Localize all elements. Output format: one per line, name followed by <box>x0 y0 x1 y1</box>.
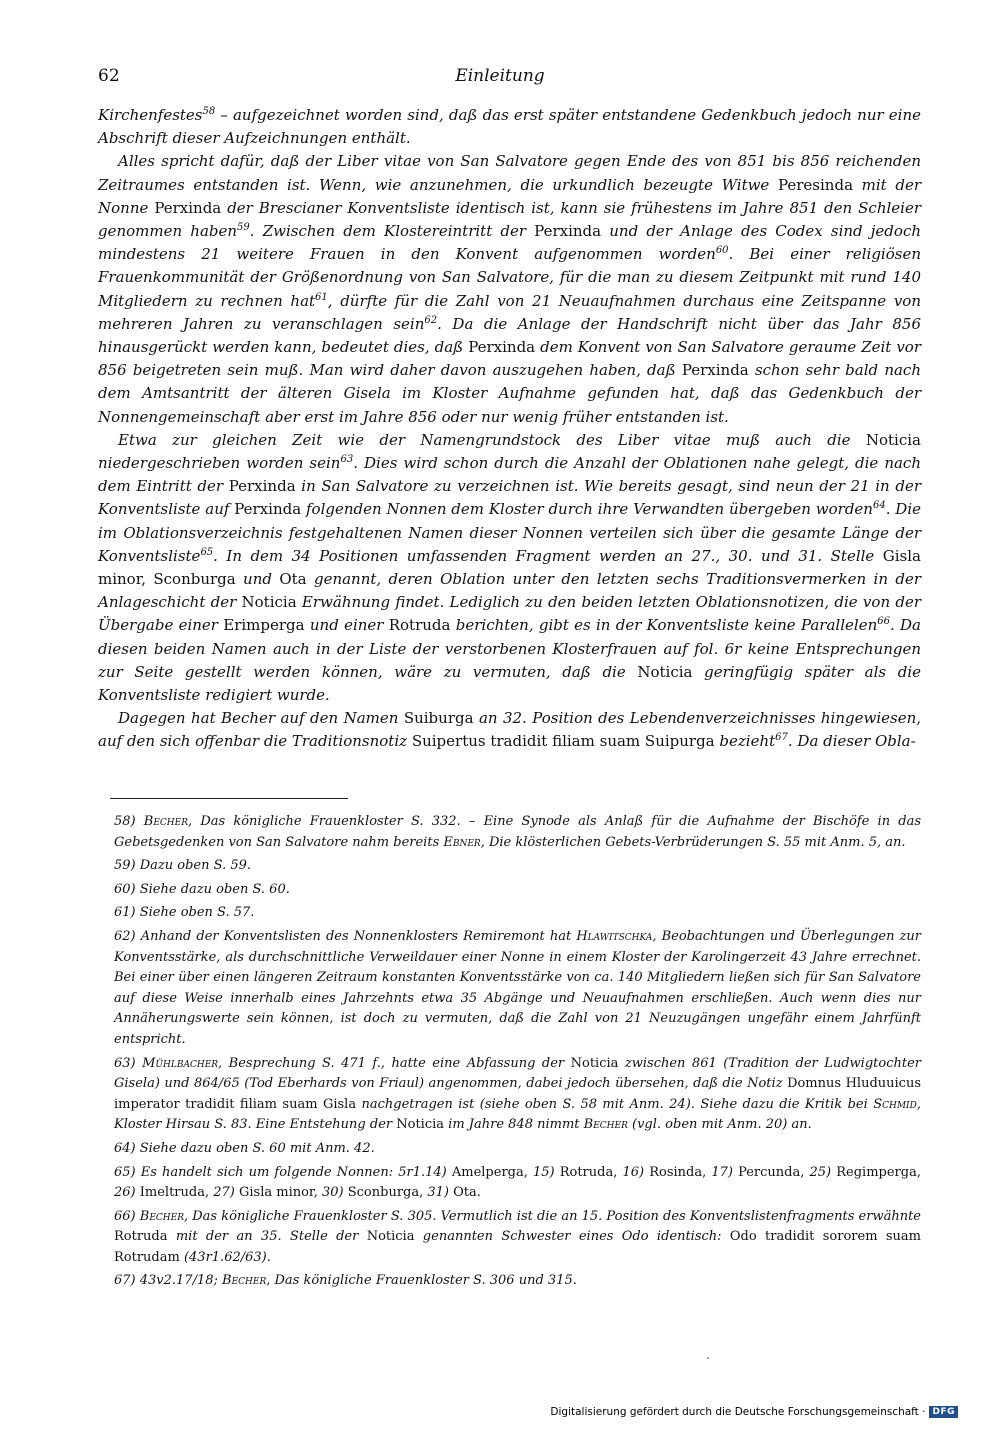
footer <box>550 1406 958 1418</box>
paragraph <box>98 707 921 753</box>
footnote-ref: 67 <box>775 732 788 744</box>
text-run: in San Salvatore zu verzeichnen ist. Wie bereits gesagt, sind neun der 21 in der Konventsliste auf <box>98 477 921 519</box>
text-run: Suiburga <box>403 709 474 728</box>
text-run: Gisla minor, Sconburga <box>98 546 921 589</box>
text-run: Perxinda <box>681 361 749 380</box>
text-run: Gisla minor, <box>238 1185 318 1201</box>
text-run: nachgetragen ist (siehe oben S. 58 mit Anm. 24). Siehe dazu die Kritik bei <box>356 1096 874 1112</box>
paragraph <box>98 104 921 150</box>
footnote <box>114 1054 921 1136</box>
text-run: Alles spricht dafür, daß der Liber vitae von San Salvatore gegen Ende des von 851 bis 856 reichenden Zeitraumes entstanden ist. Wenn, wie anzunehmen, die urkundlich bezeugte Witwe <box>98 152 921 194</box>
text-run: berichten, gibt es in der Konventsliste keine Parallelen <box>450 616 878 635</box>
paragraph <box>98 429 921 707</box>
text-run: 63) <box>114 1055 143 1071</box>
footnote-ref: 60 <box>715 245 729 257</box>
text-run: Perxinda <box>228 477 296 496</box>
text-run: Noticia <box>396 1117 445 1133</box>
text-run: und der Anlage des Codex sind jedoch mindestens 21 weitere Frauen in den Konvent aufgenommen worden <box>98 222 921 264</box>
text-run: Noticia <box>241 593 297 612</box>
text-run: genannt, deren Oblation unter den letzten sechs Traditionsvermerken in der Anlageschicht der <box>98 570 921 612</box>
footnotes <box>114 812 921 1295</box>
text-run: . Da dieser Obla- <box>787 732 916 751</box>
text-run: . Bei einer religiösen Frauenkommunität der Größenordnung von San Salvatore, für die man zu diesem Zeitpunkt mit rund 140 Mitgliedern zu rechnen hat <box>98 245 921 310</box>
text-run: . Zwischen dem Klostereintritt der <box>249 222 535 241</box>
text-run: 58) <box>114 814 144 829</box>
text-run: 65) Es handelt sich um folgende Nonnen: 5r1.14) <box>114 1164 452 1180</box>
text-run: Suipertus tradidit filiam suam Suipurga <box>411 732 715 751</box>
text-run: Rotruda <box>114 1229 168 1245</box>
text-run: und einer <box>304 616 389 635</box>
footnote-ref: 58 <box>202 106 216 117</box>
text-run: zwischen 861 (Tradition der Ludwigtochter Gisela) und 864/65 (Tod Eberhards von Friaul) angenommen, dabei jedoch übersehen, daß die Notiz <box>114 1055 921 1092</box>
text-run: Kirchenfestes <box>98 106 203 124</box>
text-run: . Die im Oblationsverzeichnis festgehaltenen Namen dieser Nonnen verteilen sich über die gesamte Länge der Konventsliste <box>98 500 921 565</box>
text-run: Mühlbacher <box>142 1055 219 1071</box>
text-run: , Beobachtungen und Überlegungen zur Konventsstärke, als durchschnittliche Verweildauer einer Nonne in einem Kloster der Karolingerzeit 43 Jahre errechnet. Bei einer über einen längeren Zeitraum konstanten Konventsstärke von ca. 140 Mitgliedern ließen sich für San Salvatore auf diese Weise innerhalb eines Jahrzehnts etwa 35 Abgänge und Neuaufnahmen erschließen. Auch wenn dies nur Annäherungswerte sein können, ist doch zu vermuten, daß die Zahl von 21 Neuzugängen ungefähr einem Jahrfünft entspricht. <box>114 928 921 1047</box>
text-run: Hlawitschka <box>576 928 653 944</box>
text-run: an 32. Position des Lebendenverzeichnisses hingewiesen, auf den sich offenbar die Traditionsnotiz <box>98 709 921 751</box>
text-run: niedergeschrieben worden sein <box>98 454 341 473</box>
text-run: Rotruda, <box>559 1164 618 1180</box>
footnote-ref: 59 <box>237 222 250 234</box>
dfg-logo: DFG <box>929 1406 958 1418</box>
footnote-ref: 66 <box>877 616 890 628</box>
main-text <box>98 104 921 754</box>
footnote-ref: 64 <box>872 500 886 512</box>
text-run: Noticia <box>865 430 921 449</box>
running-title: Einleitung <box>455 66 545 86</box>
text-run: 61) Siehe oben S. 57. <box>114 905 255 921</box>
text-run: . Da die Anlage der Handschrift nicht über das Jahr 856 hinausgerückt werden kann, bedeutet dies, daß <box>98 314 921 357</box>
text-run: 27) <box>209 1185 239 1201</box>
text-run: 67) 43v2.17/18; <box>114 1273 223 1289</box>
text-run: mit der an 35. Stelle der <box>167 1229 367 1245</box>
text-run: Schmid <box>873 1096 917 1112</box>
text-run: 62) Anhand der Konventslisten des Nonnenklosters Remiremont hat <box>114 928 577 944</box>
text-run: , Kloster Hirsau S. 83. Eine Entstehung der <box>114 1096 921 1133</box>
text-run: der Brescianer Konventsliste identisch ist, kann sie frühestens im Jahre 851 den Schleier genommen haben <box>98 198 921 241</box>
footnote <box>114 880 921 901</box>
text-run: schon sehr bald nach dem Amtsantritt der älteren Gisela im Kloster Aufnahme gefunden hat, daß das Gedenkbuch der Nonnengemeinschaft aber erst im Jahre 856 oder nur wenig früher entstanden ist. <box>98 361 921 426</box>
text-run: Becher <box>222 1273 267 1289</box>
text-run: und <box>235 570 280 589</box>
text-run: Regimperga, <box>836 1164 921 1180</box>
text-run: bezieht <box>714 732 776 751</box>
text-run: Becher <box>143 814 189 829</box>
text-run: genannten Schwester eines Odo identisch: <box>414 1229 730 1245</box>
text-run: Noticia <box>570 1055 619 1071</box>
text-run: 64) Siehe dazu oben S. 60 mit Anm. 42. <box>114 1140 375 1156</box>
text-run: , Das königliche Frauenkloster S. 332. – Eine Synode als Anlaß für die Aufnahme der Bischöfe in das Gebetsgedenken von San Salvatore nahm bereits <box>114 814 921 850</box>
footnote-ref: 65 <box>200 546 214 558</box>
text-run: – aufgezeichnet worden sind, daß das erst später entstandene Gedenkbuch jedoch nur eine Abschrift dieser Aufzeichnungen enthält. <box>98 106 921 148</box>
footnote-ref: 63 <box>340 454 354 466</box>
paragraph <box>98 150 921 428</box>
text-run: Perxinda <box>154 198 222 217</box>
text-run: Perxinda <box>534 222 602 241</box>
footnote <box>114 927 921 1051</box>
text-run: Dagegen hat Becher auf den Namen <box>118 709 404 728</box>
text-run: Sconburga, <box>347 1185 424 1201</box>
text-run: Percunda, <box>738 1164 805 1180</box>
text-run: Ota <box>279 570 307 589</box>
text-run: Imeltruda, <box>139 1185 210 1201</box>
page-number: 62 <box>98 66 120 86</box>
text-run: Erimperga <box>223 616 305 635</box>
text-run: Noticia <box>366 1229 415 1245</box>
text-run: Perxinda <box>468 338 536 357</box>
text-run: 59) Dazu oben S. 59. <box>114 858 252 874</box>
text-run: 15) <box>527 1164 560 1180</box>
text-run: . Da diesen beiden Namen auch in der Liste der verstorbenen Klosterfrauen auf fol. 6r keine Entsprechungen zur Seite gestellt werden können, wäre zu vermuten, daß die <box>98 616 921 681</box>
text-run: Noticia <box>637 662 693 681</box>
text-run: , Das königliche Frauenkloster S. 305. Vermutlich ist die an 15. Position des Konventslistenfragments erwähnte <box>183 1208 921 1224</box>
text-run: dem Konvent von San Salvatore geraume Zeit vor 856 beigetreten sein muß. Man wird daher davon auszugehen haben, daß <box>98 338 921 380</box>
text-run: . In dem 34 Positionen umfassenden Fragment werden an 27., 30. und 31. Stelle <box>213 546 883 565</box>
text-run: im Jahre 848 nimmt <box>444 1117 584 1133</box>
footnote <box>114 903 921 924</box>
footnote <box>114 1207 921 1269</box>
text-run: Odo tradidit sororem suam Rotrudam <box>114 1229 921 1265</box>
footnote <box>114 1163 921 1204</box>
text-run: 60) Siehe dazu oben S. 60. <box>114 881 290 897</box>
footnote <box>114 812 921 853</box>
text-run: Rosinda, <box>649 1164 707 1180</box>
footnote <box>114 1139 921 1160</box>
text-run: (vgl. oben mit Anm. 20) an. <box>627 1117 812 1133</box>
text-run: Peresinda <box>777 175 854 194</box>
text-run: . Dies wird schon durch die Anzahl der Oblationen nahe gelegt, die nach dem Eintritt der <box>98 454 921 496</box>
text-run: Erwähnung findet. Lediglich zu den beiden letzten Oblationsnotizen, die von der Übergabe einer <box>98 593 922 635</box>
text-run: Amelperga, <box>451 1164 528 1180</box>
footnote <box>114 856 921 877</box>
text-run: Becher <box>583 1117 628 1133</box>
text-run: Becher <box>139 1208 184 1224</box>
text-run: Ebner <box>443 834 481 850</box>
text-run: 66) <box>114 1208 140 1224</box>
footnote-ref: 61 <box>315 291 328 303</box>
text-run: 30) <box>317 1185 348 1201</box>
text-run: , Die klösterlichen Gebets-Verbrüderungen S. 55 mit Anm. 5, an. <box>480 834 906 850</box>
footer-text: Digitalisierung gefördert durch die Deutsche Forschungsgemeinschaft · <box>550 1406 926 1418</box>
text-run: Ota. <box>453 1185 481 1201</box>
text-run: 25) <box>804 1164 837 1180</box>
text-run: , dürfte für die Zahl von 21 Neuaufnahmen durchaus eine Zeitspanne von mehreren Jahren zu veranschlagen sein <box>98 291 921 333</box>
text-run: 26) <box>114 1185 140 1201</box>
text-run: , Besprechung S. 471 f., hatte eine Abfassung der <box>218 1055 571 1071</box>
footnote <box>114 1271 921 1292</box>
text-run: folgenden Nonnen dem Kloster durch ihre Verwandten übergeben worden <box>301 500 873 519</box>
text-run: , Das königliche Frauenkloster S. 306 und 315. <box>266 1273 577 1289</box>
text-run: 16) <box>617 1164 650 1180</box>
footnote-rule <box>110 798 348 799</box>
scan-speck <box>707 1357 709 1359</box>
text-run: geringfügig später als die Konventsliste redigiert wurde. <box>98 662 921 705</box>
text-run: 31) <box>423 1185 454 1201</box>
text-run: Perxinda <box>234 500 302 519</box>
text-run: 17) <box>706 1164 739 1180</box>
text-run: Etwa zur gleichen Zeit wie der Namengrundstock des Liber vitae muß auch die <box>118 430 866 449</box>
text-run: (43r1.62/63). <box>179 1249 271 1265</box>
text-run: Rotruda <box>388 616 451 635</box>
footnote-ref: 62 <box>424 314 438 326</box>
text-run: mit der Nonne <box>98 175 922 217</box>
text-run: Domnus Hluduuicus imperator tradidit filiam suam Gisla <box>114 1076 921 1112</box>
